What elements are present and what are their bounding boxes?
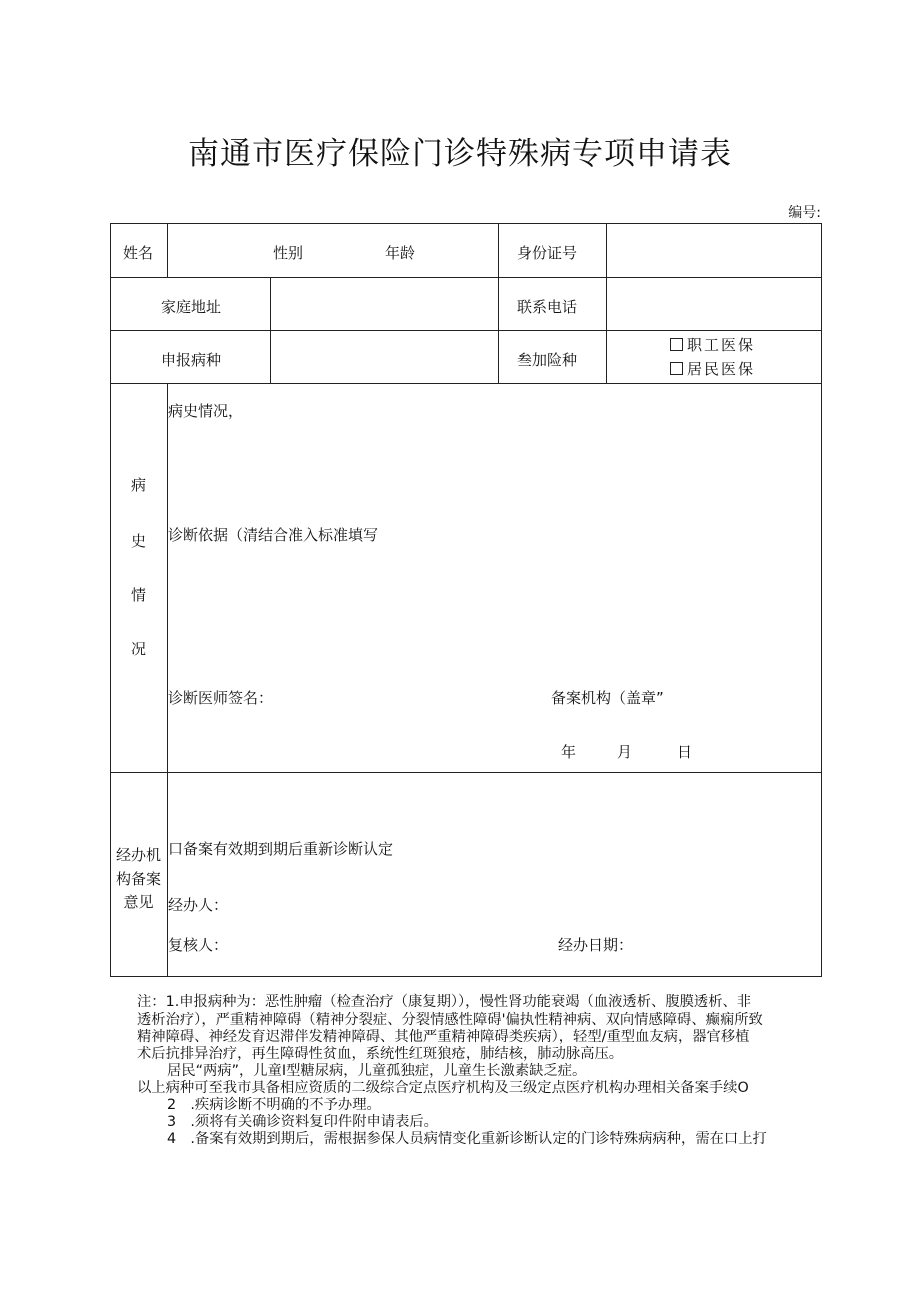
day-label: 日 bbox=[677, 743, 693, 761]
year-label: 年 bbox=[561, 743, 577, 761]
org-seal-label: 备案机构（盖章” bbox=[551, 689, 664, 707]
insurance-label: 叁加险种 bbox=[517, 351, 578, 369]
note-line: 术后抗排异治疗，再生障碍性贫血，系统性红斑狼疮，肺结核，肺动脉高压。 bbox=[137, 1046, 624, 1062]
history-label: 病史情况， bbox=[168, 402, 244, 420]
name-label: 姓名 bbox=[123, 244, 154, 262]
phone-field[interactable] bbox=[607, 278, 820, 329]
address-field[interactable] bbox=[271, 278, 497, 329]
office-side-line: 经办机 bbox=[115, 846, 161, 864]
note-line: 4 .备案有效期到期后，需根据参保人员病情变化重新诊断认定的门诊特殊病病种，需在口上打 bbox=[167, 1131, 767, 1147]
page-title: 南通市医疗保险门诊特殊病专项申请表 bbox=[188, 136, 732, 172]
note-line: 居民“两病”，儿童I型糖尿病，儿童孤独症，儿童生长激素缺乏症。 bbox=[167, 1063, 587, 1079]
diagnosis-basis-label: 诊断依据（清结合准入标准填写 bbox=[168, 526, 379, 544]
office-side-line: 构备案 bbox=[115, 870, 161, 888]
history-side-char: 病 bbox=[130, 476, 146, 494]
checkbox[interactable] bbox=[670, 362, 683, 375]
handler-label: 经办人： bbox=[168, 896, 229, 914]
reviewer-label: 复核人： bbox=[168, 936, 229, 954]
phone-label: 联系电话 bbox=[517, 298, 578, 316]
handle-date-label: 经办日期： bbox=[558, 936, 634, 954]
id-card-label: 身份证号 bbox=[517, 244, 578, 262]
column-divider bbox=[498, 223, 499, 384]
id-card-field[interactable] bbox=[607, 224, 820, 276]
checkbox[interactable] bbox=[670, 338, 683, 351]
office-side-line: 意见 bbox=[123, 893, 154, 911]
table-border-right bbox=[821, 223, 822, 977]
table-border-bottom bbox=[110, 976, 822, 977]
note-line: 精神障碍、神经发育迟滞伴发精神障碍、其他严重精神障碍类疾病），轻型/重型血友病，器官移植 bbox=[137, 1029, 750, 1045]
month-label: 月 bbox=[617, 743, 633, 761]
address-label: 家庭地址 bbox=[161, 298, 222, 316]
note-line: 3 .须将有关确诊资料复印件附申请表后。 bbox=[167, 1114, 438, 1130]
gender-label: 性别 bbox=[273, 244, 304, 262]
note-line: 以上病种可至我市具备相应资质的二级综合定点医疗机构及三级定点医疗机构办理相关备案手续O bbox=[137, 1080, 749, 1096]
column-divider bbox=[167, 383, 168, 977]
insurance-option-resident[interactable]: 居民医保 bbox=[670, 358, 755, 379]
redo-diagnosis-option[interactable]: 口备案有效期到期后重新诊断认定 bbox=[168, 840, 394, 858]
insurance-option-employee[interactable]: 职工医保 bbox=[670, 334, 755, 355]
note-line: 透析治疗），严重精神障碍（精神分裂症、分裂情感性障碍'偏执性精神病、双向情感障碍、癫痫所致 bbox=[137, 1012, 763, 1028]
serial-number-label: 编号: bbox=[788, 205, 821, 221]
age-label: 年龄 bbox=[385, 244, 416, 262]
history-side-char: 况 bbox=[130, 640, 146, 658]
disease-label: 申报病种 bbox=[161, 351, 222, 369]
name-field[interactable] bbox=[168, 224, 269, 276]
history-side-char: 史 bbox=[130, 532, 146, 550]
note-line: 2 .疾病诊断不明确的不予办理。 bbox=[167, 1097, 381, 1113]
doctor-signature-label: 诊断医师签名： bbox=[168, 689, 274, 707]
disease-field[interactable] bbox=[271, 331, 497, 382]
row-divider bbox=[110, 772, 822, 773]
history-side-char: 情 bbox=[130, 586, 146, 604]
note-line: 注：1.申报病种为：恶性肿瘤（检查治疗（康复期）），慢性肾功能衰竭（血液透析、腹膜透析、非 bbox=[137, 994, 752, 1010]
row-divider bbox=[110, 383, 822, 384]
